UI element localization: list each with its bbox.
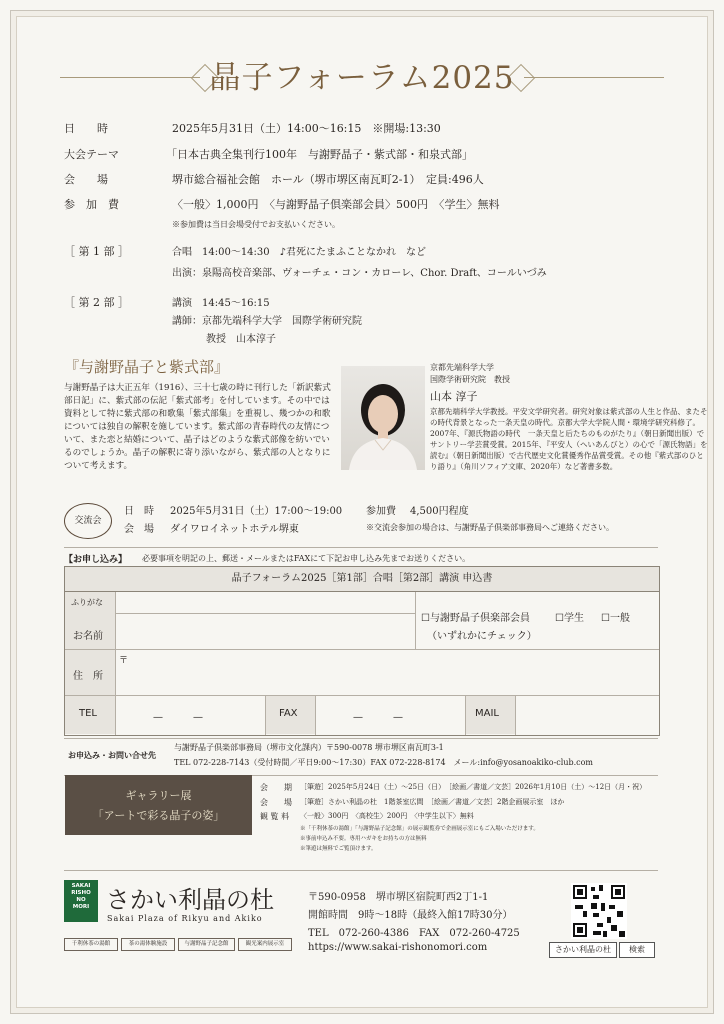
gallery-note-1: ※「千利休茶の湯館」「与謝野晶子記念館」の展示観覧券で企画展示室にもご入場いただけます。: [300, 826, 539, 832]
gallery-fee-value: 〈一般〉300円 〈高校生〉200円 〈中学生以下〉無料: [300, 812, 474, 820]
facility-url[interactable]: https://www.sakai-rishonomori.com: [308, 942, 488, 953]
exchange-note: ※交流会参加の場合は、与謝野晶子倶楽部事務局へご連絡ください。: [366, 523, 614, 532]
gallery-note-2: ※事前申込み不要。専用ハガキをお持ちの方は無料: [300, 836, 427, 842]
info-label-fee: 参 加 費: [64, 198, 119, 211]
speaker-name: 山本 淳子: [430, 390, 478, 403]
info-label-venue: 会 場: [64, 173, 108, 186]
form-vrule-1: [115, 592, 116, 735]
exchange-fee-label: 参加費: [366, 506, 396, 517]
form-vrule-2: [415, 592, 416, 649]
footer-rule: [64, 870, 658, 871]
form-vrule-5: [465, 696, 466, 735]
facility-logo: [64, 880, 98, 922]
part2-line3: 教授 山本淳子: [206, 334, 276, 345]
info-value-venue: 堺市総合福祉会館 ホール（堺市堺区南瓦町2-1） 定員:496人: [172, 173, 484, 186]
info-value-fee: 〈一般〉1,000円 〈与謝野晶子倶楽部会員〉500円 〈学生〉無料: [172, 198, 500, 211]
speaker-photo: [341, 366, 425, 470]
facility-box-3: 与謝野晶子記念館: [178, 938, 235, 951]
gallery-period-label: 会 期: [260, 783, 292, 792]
part2-line2: 講師：京都先端科学大学 国際学術研究院: [172, 316, 362, 327]
form-rule-1: [65, 649, 659, 650]
form-vrule-3: [265, 696, 266, 735]
contact-line1: 与謝野晶子倶楽部事務局（堺市文化課内）〒590-0078 堺市堺区南瓦町3-1: [174, 743, 444, 752]
gallery-venue-value: ［筆遊］さかい利晶の杜 1階茶室広間 ［絵画／書道／文芸］2階企画展示室 ほか: [300, 798, 565, 806]
facility-hours: 開館時間 9時〜18時（最終入館17時30分）: [308, 910, 513, 921]
lecture-title: 『与謝野晶子と紫式部』: [64, 358, 230, 376]
search-button[interactable]: 検索: [619, 942, 655, 958]
facility-name-en: Sakai Plaza of Rikyu and Akiko: [107, 914, 263, 923]
furigana-label: ふりがな: [71, 598, 103, 607]
info-value-date: 2025年5月31日（土）14:00〜16:15 ※開場:13:30: [172, 122, 441, 135]
gallery-fee-label: 観 覧 料: [260, 812, 290, 821]
name-field[interactable]: [117, 615, 413, 648]
facility-box-4: 観光案内展示室: [238, 938, 292, 951]
speaker-bio: 京都先端科学大学教授。平安文学研究者。研究対象は紫式部の人生と作品、またその時代背景となった一条天皇の時代。京都大学大学院人間・環境学研究科修了。2007年、『源氏物語の時代 一条天皇と后たちのものがたり』（朝日新聞出版）でサントリー学芸賞受賞。2015年、『平安人（へいあんびと）の心で「源氏物語」を読む』（朝日新聞出版）で古代歴史文化賞優秀作品賞受賞。その他『紫式部のひとり語り』（角川ソフィア文庫、2020年）など著書多数。: [430, 407, 708, 471]
student-checkbox[interactable]: ☐学生: [555, 613, 584, 624]
info-label-theme: 大会テーマ: [64, 148, 119, 161]
part2-label: ［ 第 2 部 ］: [64, 296, 129, 309]
info-value-theme: 「日本古典全集刊行100年 与謝野晶子・紫式部・和泉式部」: [166, 148, 473, 161]
exchange-fee-value: 4,500円程度: [410, 506, 469, 517]
fee-note: ※参加費は当日会場受付でお支払いください。: [172, 220, 340, 229]
application-form: [64, 566, 660, 736]
gallery-note-3: ※筆遊は無料でご覧頂けます。: [300, 846, 377, 852]
fax-label: FAX: [279, 708, 298, 719]
part1-label: ［ 第 1 部 ］: [64, 245, 129, 258]
facility-box-2: 茶の湯体験施設: [121, 938, 175, 951]
mail-field[interactable]: [517, 697, 657, 733]
tel-field[interactable]: — —: [153, 712, 203, 723]
exchange-badge: 交流会: [64, 503, 112, 539]
address-field[interactable]: [117, 651, 657, 694]
exchange-venue-label: 会 場: [124, 524, 154, 535]
furigana-field[interactable]: [117, 594, 413, 612]
exchange-date-label: 日 時: [124, 506, 154, 517]
member-checkbox[interactable]: ☐与謝野晶子倶楽部会員: [421, 613, 530, 624]
facility-address: 〒590-0958 堺市堺区宿院町西2丁1-1: [308, 892, 489, 903]
facility-name: さかい利晶の杜: [106, 886, 274, 914]
logo-text-2: RISHO: [71, 890, 91, 896]
gallery-period-value: ［筆遊］2025年5月24日（土）〜25日（日） ［絵画／書道／文芸］2026年1月10日（土）〜12日（月・祝）: [300, 783, 647, 791]
postal-mark: 〒: [119, 656, 129, 666]
logo-text-1: SAKAI: [71, 883, 91, 889]
logo-text-3: NO: [76, 897, 86, 903]
mail-label: MAIL: [475, 708, 499, 719]
speaker-affil2: 国際学術研究院 教授: [430, 375, 510, 384]
gallery-venue-label: 会 場: [260, 798, 292, 807]
form-vrule-6: [515, 696, 516, 735]
tel-label: TEL: [79, 708, 97, 719]
facility-box-1: 千利休茶の湯館: [64, 938, 118, 951]
apply-rule: [64, 547, 658, 548]
logo-text-4: MORI: [72, 904, 90, 910]
facility-tel: TEL 072-260-4386 FAX 072-260-4725: [308, 928, 520, 939]
part1-line2: 出演：泉陽高校音楽部、ヴォーチェ・コン・カローレ、Chor. Draft、コールいづみ: [172, 268, 547, 279]
apply-text: 必要事項を明記の上、郵送・メールまたはFAXにて下記お申し込み先までお送りください。: [142, 554, 471, 563]
info-label-date: 日 時: [64, 122, 108, 135]
name-label: お名前: [73, 631, 103, 642]
fax-field[interactable]: — —: [353, 712, 403, 723]
contact-block: [64, 738, 658, 776]
page-title: 晶子フォーラム2025: [209, 60, 515, 96]
speaker-affil1: 京都先端科学大学: [430, 363, 494, 372]
general-checkbox[interactable]: ☐一般: [601, 613, 630, 624]
gallery-line2: 「アートで彩る晶子の姿」: [92, 809, 225, 822]
search-term-box: さかい利晶の杜: [549, 942, 617, 958]
qr-code: [571, 883, 627, 939]
gallery-banner: [65, 775, 252, 835]
lecture-body: 与謝野晶子は大正五年（1916）、三十七歳の時に刊行した「新訳紫式部日記」に、紫式部の伝記「紫式部考」を付しています。その中では資料として特に紫式部の和歌集「紫式部集」を重視し、幾つかの和歌については独自の解釈を施しています。紫式部の青春時代の友情について、また恋と結婚について、晶子はどのような紫式部像を紡いでいるのでしょうか。晶子の解釈に寄り添いながら、紫式部の人となりについて考えます。: [64, 383, 331, 471]
part1-line1: 合唱 14:00〜14:30 ♪君死にたまふことなかれ など: [172, 247, 427, 258]
checkbox-note: （いずれかにチェック）: [427, 631, 537, 642]
address-label: 住 所: [73, 671, 103, 682]
apply-label: 【お申し込み】: [64, 555, 128, 565]
form-vrule-4: [315, 696, 316, 735]
contact-label: お申込み・お問い合せ先: [68, 750, 156, 760]
part2-line1: 講演 14:45〜16:15: [172, 298, 270, 309]
exchange-venue-value: ダイワロイネットホテル堺東: [170, 524, 299, 535]
furigana-rule: [115, 613, 415, 614]
contact-line2: TEL 072-228-7143（受付時間／平日9:00〜17:30）FAX 072-228-8174 メール:info@yosanoakiko-club.com: [174, 758, 594, 767]
exchange-date-value: 2025年5月31日（土）17:00〜19:00: [170, 506, 343, 517]
form-header: 晶子フォーラム2025［第1部］合唱［第2部］講演 申込書: [65, 567, 659, 592]
gallery-line1: ギャラリー展: [125, 789, 192, 802]
form-rule-2: [65, 695, 659, 696]
